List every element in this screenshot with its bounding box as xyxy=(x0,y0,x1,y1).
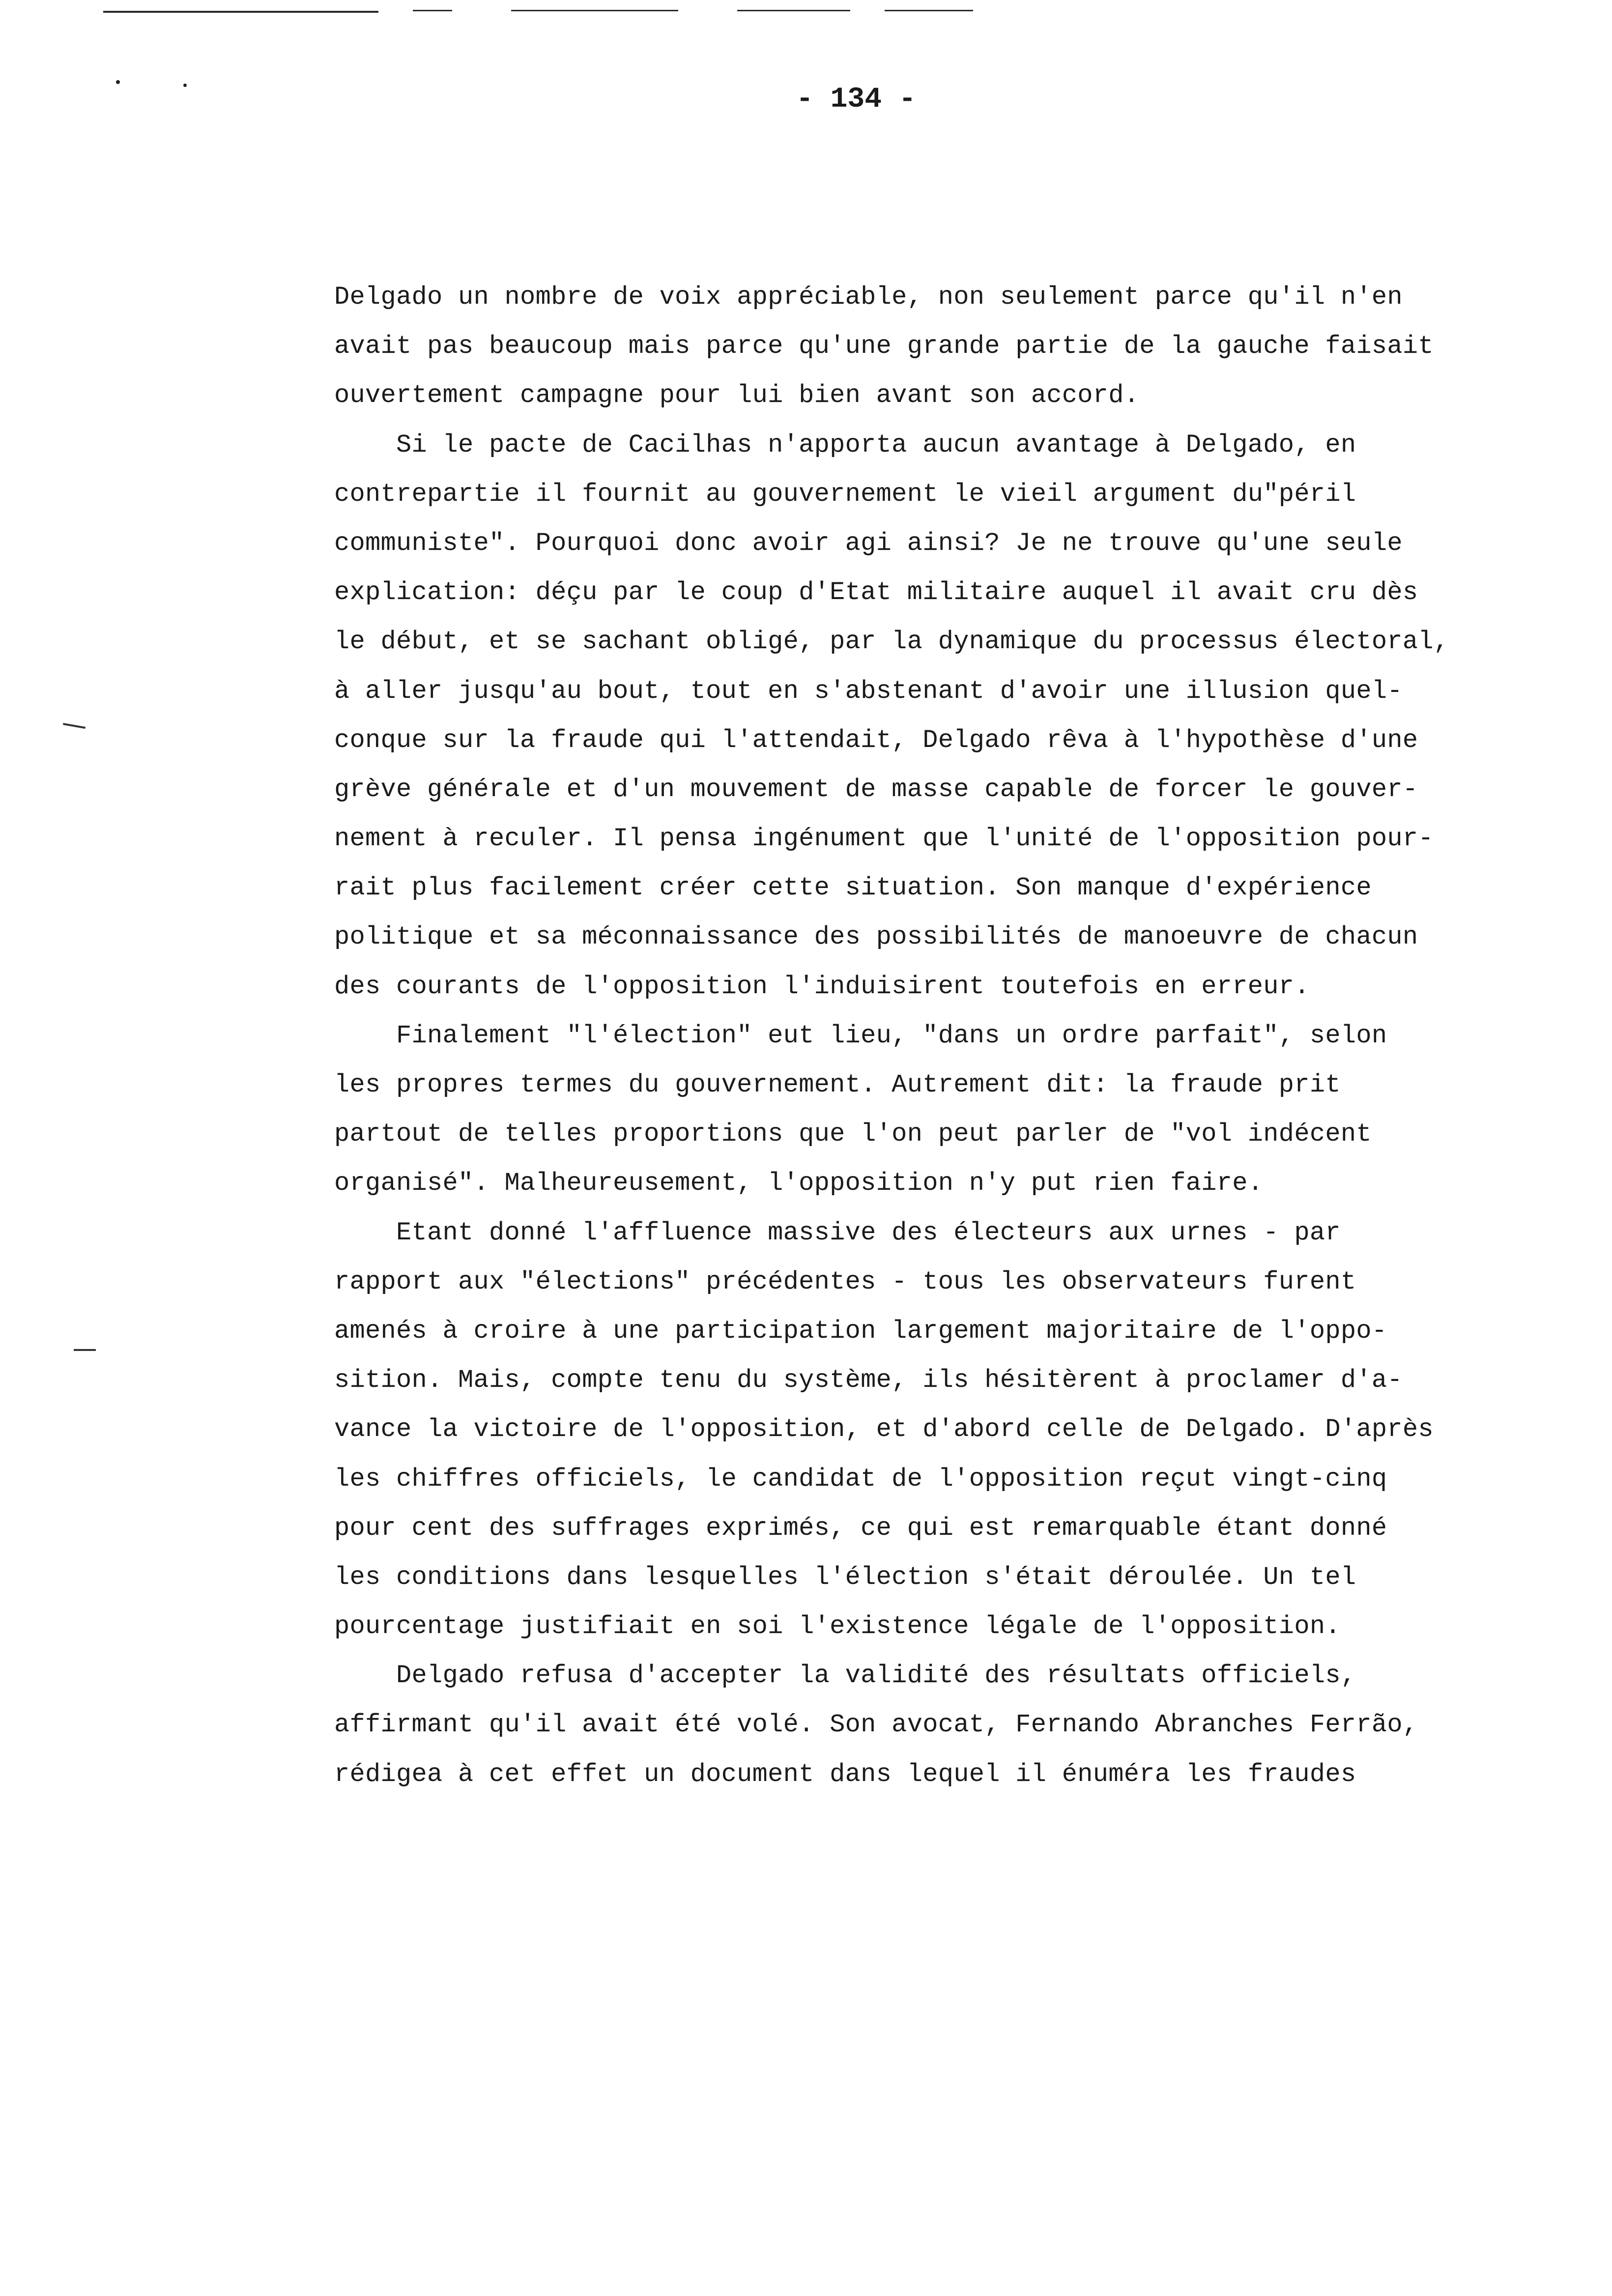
text-line: grève générale et d'un mouvement de masse capable de forcer le gouver- xyxy=(334,775,1418,804)
text-line: rédigea à cet effet un document dans lequel il énuméra les fraudes xyxy=(334,1759,1356,1789)
scan-rule xyxy=(511,10,678,11)
page-number: - 134 - xyxy=(796,84,916,115)
text-line: Etant donné l'affluence massive des électeurs aux urnes - par xyxy=(334,1218,1341,1247)
text-line: Finalement "l'élection" eut lieu, "dans un ordre parfait", selon xyxy=(334,1021,1387,1050)
text-line: ouvertement campagne pour lui bien avant son accord. xyxy=(334,381,1140,410)
text-line: à aller jusqu'au bout, tout en s'abstenant d'avoir une illusion quel- xyxy=(334,676,1403,706)
text-line: affirmant qu'il avait été volé. Son avocat, Fernando Abranches Ferrão, xyxy=(334,1710,1418,1740)
text-line: les chiffres officiels, le candidat de l'opposition reçut vingt-cinq xyxy=(334,1464,1387,1493)
text-line: Delgado un nombre de voix appréciable, non seulement parce qu'il n'en xyxy=(334,283,1403,312)
text-line: partout de telles proportions que l'on peut parler de "vol indécent xyxy=(334,1119,1372,1149)
text-line: pourcentage justifiait en soi l'existence légale de l'opposition. xyxy=(334,1612,1341,1641)
scan-rule xyxy=(413,10,452,11)
text-line: sition. Mais, compte tenu du système, ils hésitèrent à proclamer d'a- xyxy=(334,1366,1403,1395)
text-line: explication: déçu par le coup d'Etat militaire auquel il avait cru dès xyxy=(334,578,1418,607)
text-line: le début, et se sachant obligé, par la dynamique du processus électoral, xyxy=(334,627,1449,657)
margin-mark xyxy=(74,1349,96,1351)
scan-rule xyxy=(103,11,378,13)
text-line: conque sur la fraude qui l'attendait, Delgado rêva à l'hypothèse d'une xyxy=(334,725,1418,755)
scan-speck xyxy=(116,80,120,84)
text-line: Delgado refusa d'accepter la validité des résultats officiels, xyxy=(334,1661,1356,1691)
text-line: nement à reculer. Il pensa ingénument que l'unité de l'opposition pour- xyxy=(334,824,1434,854)
text-line: pour cent des suffrages exprimés, ce qui est remarquable étant donné xyxy=(334,1513,1387,1543)
text-line: les conditions dans lesquelles l'élection s'était déroulée. Un tel xyxy=(334,1562,1356,1592)
text-line: rapport aux "élections" précédentes - tous les observateurs furent xyxy=(334,1267,1356,1296)
scan-rule xyxy=(885,10,973,11)
text-line: amenés à croire à une participation largement majoritaire de l'oppo- xyxy=(334,1316,1387,1346)
body-text xyxy=(334,273,1553,1799)
margin-mark xyxy=(63,723,86,729)
scan-speck xyxy=(183,84,187,87)
text-line: rait plus facilement créer cette situation. Son manque d'expérience xyxy=(334,873,1372,903)
text-line: politique et sa méconnaissance des possibilités de manoeuvre de chacun xyxy=(334,922,1418,952)
text-line: organisé". Malheureusement, l'opposition n'y put rien faire. xyxy=(334,1169,1264,1198)
text-line: vance la victoire de l'opposition, et d'abord celle de Delgado. D'après xyxy=(334,1415,1434,1444)
text-line: contrepartie il fournit au gouvernement le vieil argument du"péril xyxy=(334,479,1356,509)
scan-rule xyxy=(737,10,850,11)
text-line: des courants de l'opposition l'induisirent toutefois en erreur. xyxy=(334,972,1310,1001)
text-line: communiste". Pourquoi donc avoir agi ainsi? Je ne trouve qu'une seule xyxy=(334,528,1403,558)
text-line: avait pas beaucoup mais parce qu'une grande partie de la gauche faisait xyxy=(334,332,1434,361)
text-line: Si le pacte de Cacilhas n'apporta aucun avantage à Delgado, en xyxy=(334,430,1356,459)
text-line: les propres termes du gouvernement. Autrement dit: la fraude prit xyxy=(334,1070,1341,1099)
